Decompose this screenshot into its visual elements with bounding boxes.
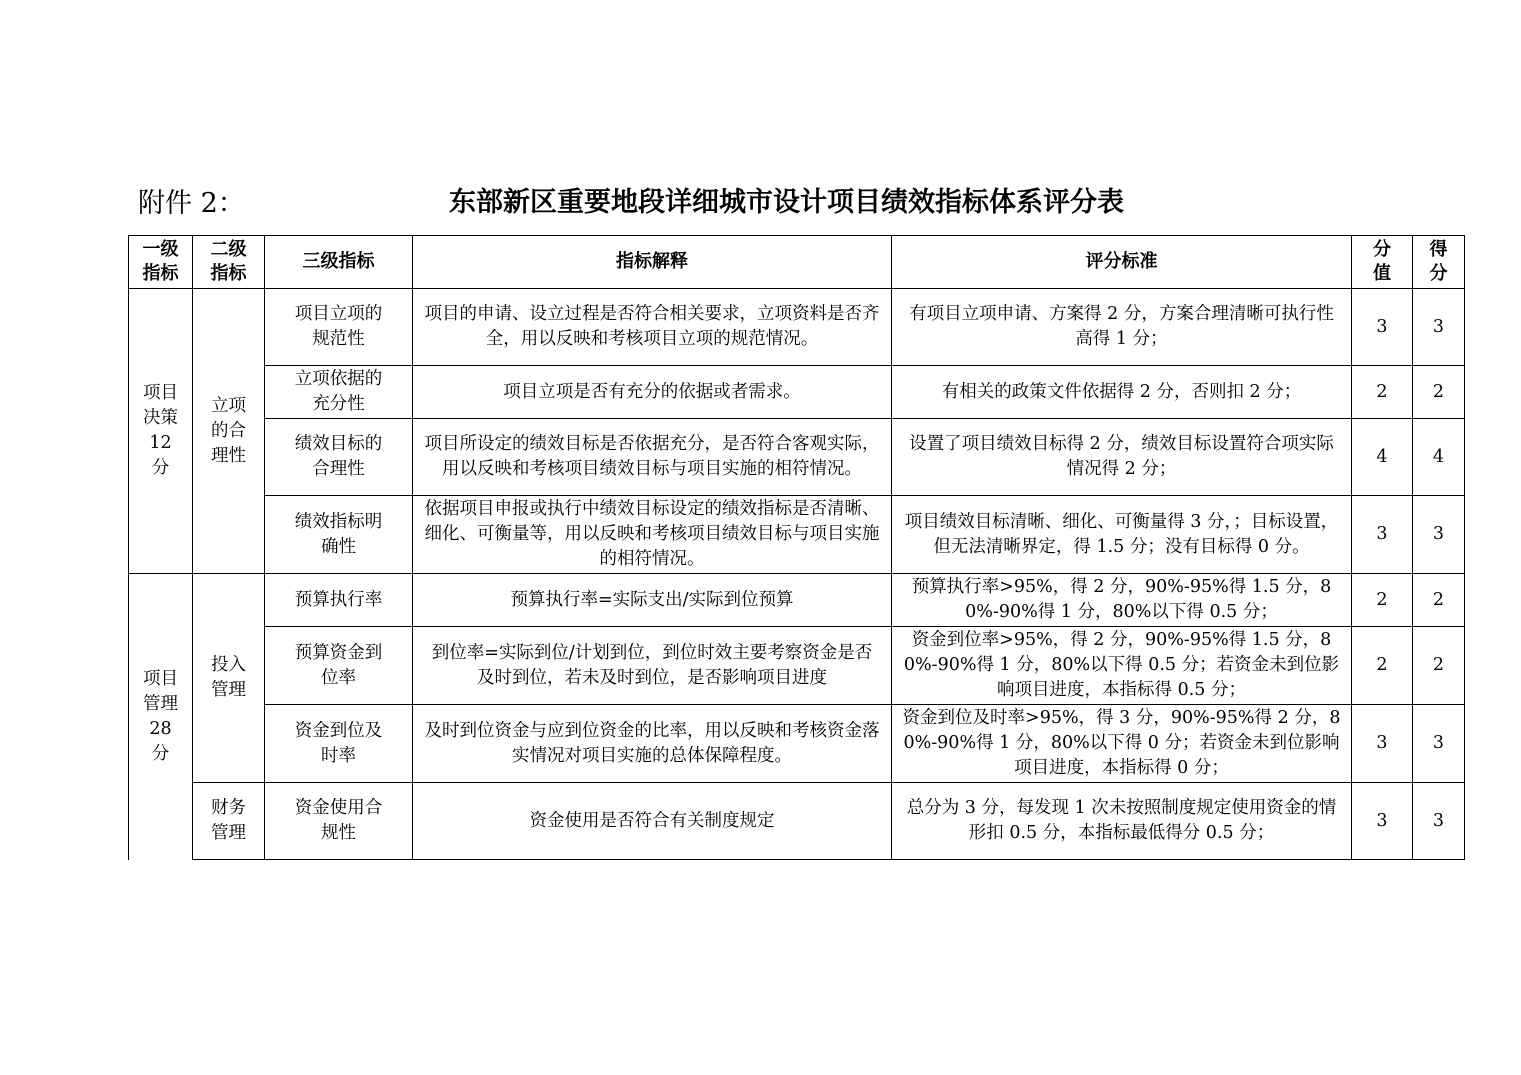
got-cell: 3 — [1413, 496, 1465, 574]
score-cell: 3 — [1352, 705, 1413, 783]
score-cell: 2 — [1352, 574, 1413, 627]
level3-cell — [265, 783, 413, 860]
table-row — [129, 366, 1465, 419]
score-cell: 4 — [1352, 419, 1413, 496]
level3-label: 绩效目标的 合理性 — [294, 434, 383, 479]
level1-cell — [129, 289, 193, 574]
got-cell: 2 — [1413, 627, 1465, 705]
header-label: 一级 指标 — [142, 239, 179, 284]
got-cell: 2 — [1413, 366, 1465, 419]
table-row — [129, 627, 1465, 705]
got-cell: 3 — [1413, 783, 1465, 860]
explain-cell: 及时到位资金与应到位资金的比率，用以反映和考核资金落实情况对项目实施的总体保障程度。 — [413, 705, 892, 783]
level3-label: 预算资金到 位率 — [294, 642, 383, 688]
level3-label: 资金使用合 规性 — [294, 798, 383, 843]
score-cell: 3 — [1352, 496, 1413, 574]
table-row — [129, 496, 1465, 574]
header-level3: 三级指标 — [265, 236, 413, 289]
header-got — [1413, 236, 1465, 289]
explain-cell: 依据项目申报或执行中绩效目标设定的绩效指标是否清晰、细化、可衡量等，用以反映和考核项目绩效目标与项目实施的相符情况。 — [413, 496, 892, 574]
header-explain: 指标解释 — [413, 236, 892, 289]
level1-label: 项目 决策 12 分 — [143, 383, 178, 478]
level3-label: 资金到位及 时率 — [294, 720, 383, 766]
table-header-row — [129, 236, 1465, 289]
table-row — [129, 419, 1465, 496]
got-cell: 4 — [1413, 419, 1465, 496]
criteria-cell: 资金到位率>95%，得 2 分，90%-95%得 1.5 分，80%-90%得 1 分，80%以下得 0.5 分；若资金未到位影响项目进度，本指标得 0.5 分； — [892, 627, 1352, 705]
level1-label: 项目 管理 28 分 — [143, 668, 178, 764]
header-label: 分 值 — [1373, 239, 1391, 284]
header-score — [1352, 236, 1413, 289]
level3-label: 绩效指标明 确性 — [294, 511, 383, 557]
explain-cell: 项目所设定的绩效目标是否依据充分，是否符合客观实际，用以反映和考核项目绩效目标与项目实施的相符情况。 — [413, 419, 892, 496]
explain-cell: 预算执行率=实际支出/实际到位预算 — [413, 574, 892, 627]
score-cell: 3 — [1352, 783, 1413, 860]
got-cell: 3 — [1413, 289, 1465, 366]
criteria-cell: 有项目立项申请、方案得 2 分，方案合理清晰可执行性高得 1 分； — [892, 289, 1352, 366]
level3-cell — [265, 419, 413, 496]
score-cell: 2 — [1352, 366, 1413, 419]
header-label: 得 分 — [1429, 239, 1448, 284]
level3-cell — [265, 496, 413, 574]
level3-cell — [265, 627, 413, 705]
explain-cell: 资金使用是否符合有关制度规定 — [413, 783, 892, 860]
table-row — [129, 705, 1465, 783]
level3-label: 预算执行率 — [294, 589, 383, 610]
level3-cell — [265, 366, 413, 419]
level2-cell — [193, 574, 265, 783]
criteria-cell: 设置了项目绩效目标得 2 分，绩效目标设置符合项实际情况得 2 分； — [892, 419, 1352, 496]
explain-cell: 到位率=实际到位/计划到位，到位时效主要考察资金是否及时到位，若未及时到位，是否影响项目进度 — [413, 627, 892, 705]
score-cell: 2 — [1352, 627, 1413, 705]
level2-cell — [193, 783, 265, 860]
header-criteria: 评分标准 — [892, 236, 1352, 289]
got-cell: 2 — [1413, 574, 1465, 627]
level2-label: 财务 管理 — [211, 798, 246, 843]
level3-cell — [265, 289, 413, 366]
header-level1 — [129, 236, 193, 289]
criteria-cell: 有相关的政策文件依据得 2 分，否则扣 2 分； — [892, 366, 1352, 419]
level2-cell — [193, 289, 265, 574]
criteria-cell: 预算执行率>95%，得 2 分，90%-95%得 1.5 分，80%-90%得 1 分，80%以下得 0.5 分； — [892, 574, 1352, 627]
level2-label: 立项 的合 理性 — [211, 395, 246, 466]
level1-cell — [129, 574, 193, 860]
level3-cell — [265, 705, 413, 783]
criteria-cell: 总分为 3 分，每发现 1 次未按照制度规定使用资金的情形扣 0.5 分，本指标最低得分 0.5 分； — [892, 783, 1352, 860]
level3-label: 项目立项的 规范性 — [294, 304, 383, 349]
level2-label: 投入 管理 — [211, 655, 246, 700]
header-label: 二级 指标 — [210, 239, 247, 284]
criteria-cell: 资金到位及时率>95%，得 3 分，90%-95%得 2 分，80%-90%得 1 分，80%以下得 0 分；若资金未到位影响项目进度，本指标得 0 分； — [892, 705, 1352, 783]
attachment-label: 附件 2： — [138, 188, 245, 219]
score-cell: 3 — [1352, 289, 1413, 366]
header-level2 — [193, 236, 265, 289]
page-title: 东部新区重要地段详细城市设计项目绩效指标体系评分表 — [449, 187, 1124, 218]
got-cell: 3 — [1413, 705, 1465, 783]
table-row — [129, 574, 1465, 627]
explain-cell: 项目的申请、设立过程是否符合相关要求，立项资料是否齐全，用以反映和考核项目立项的规范情况。 — [413, 289, 892, 366]
criteria-cell: 项目绩效目标清晰、细化、可衡量得 3 分，；目标设置，但无法清晰界定，得 1.5 分；没有目标得 0 分。 — [892, 496, 1352, 574]
evaluation-table — [128, 235, 1465, 860]
level3-cell — [265, 574, 413, 627]
table-row — [129, 783, 1465, 860]
explain-cell: 项目立项是否有充分的依据或者需求。 — [413, 366, 892, 419]
table-row — [129, 289, 1465, 366]
level3-label: 立项依据的 充分性 — [294, 369, 383, 414]
